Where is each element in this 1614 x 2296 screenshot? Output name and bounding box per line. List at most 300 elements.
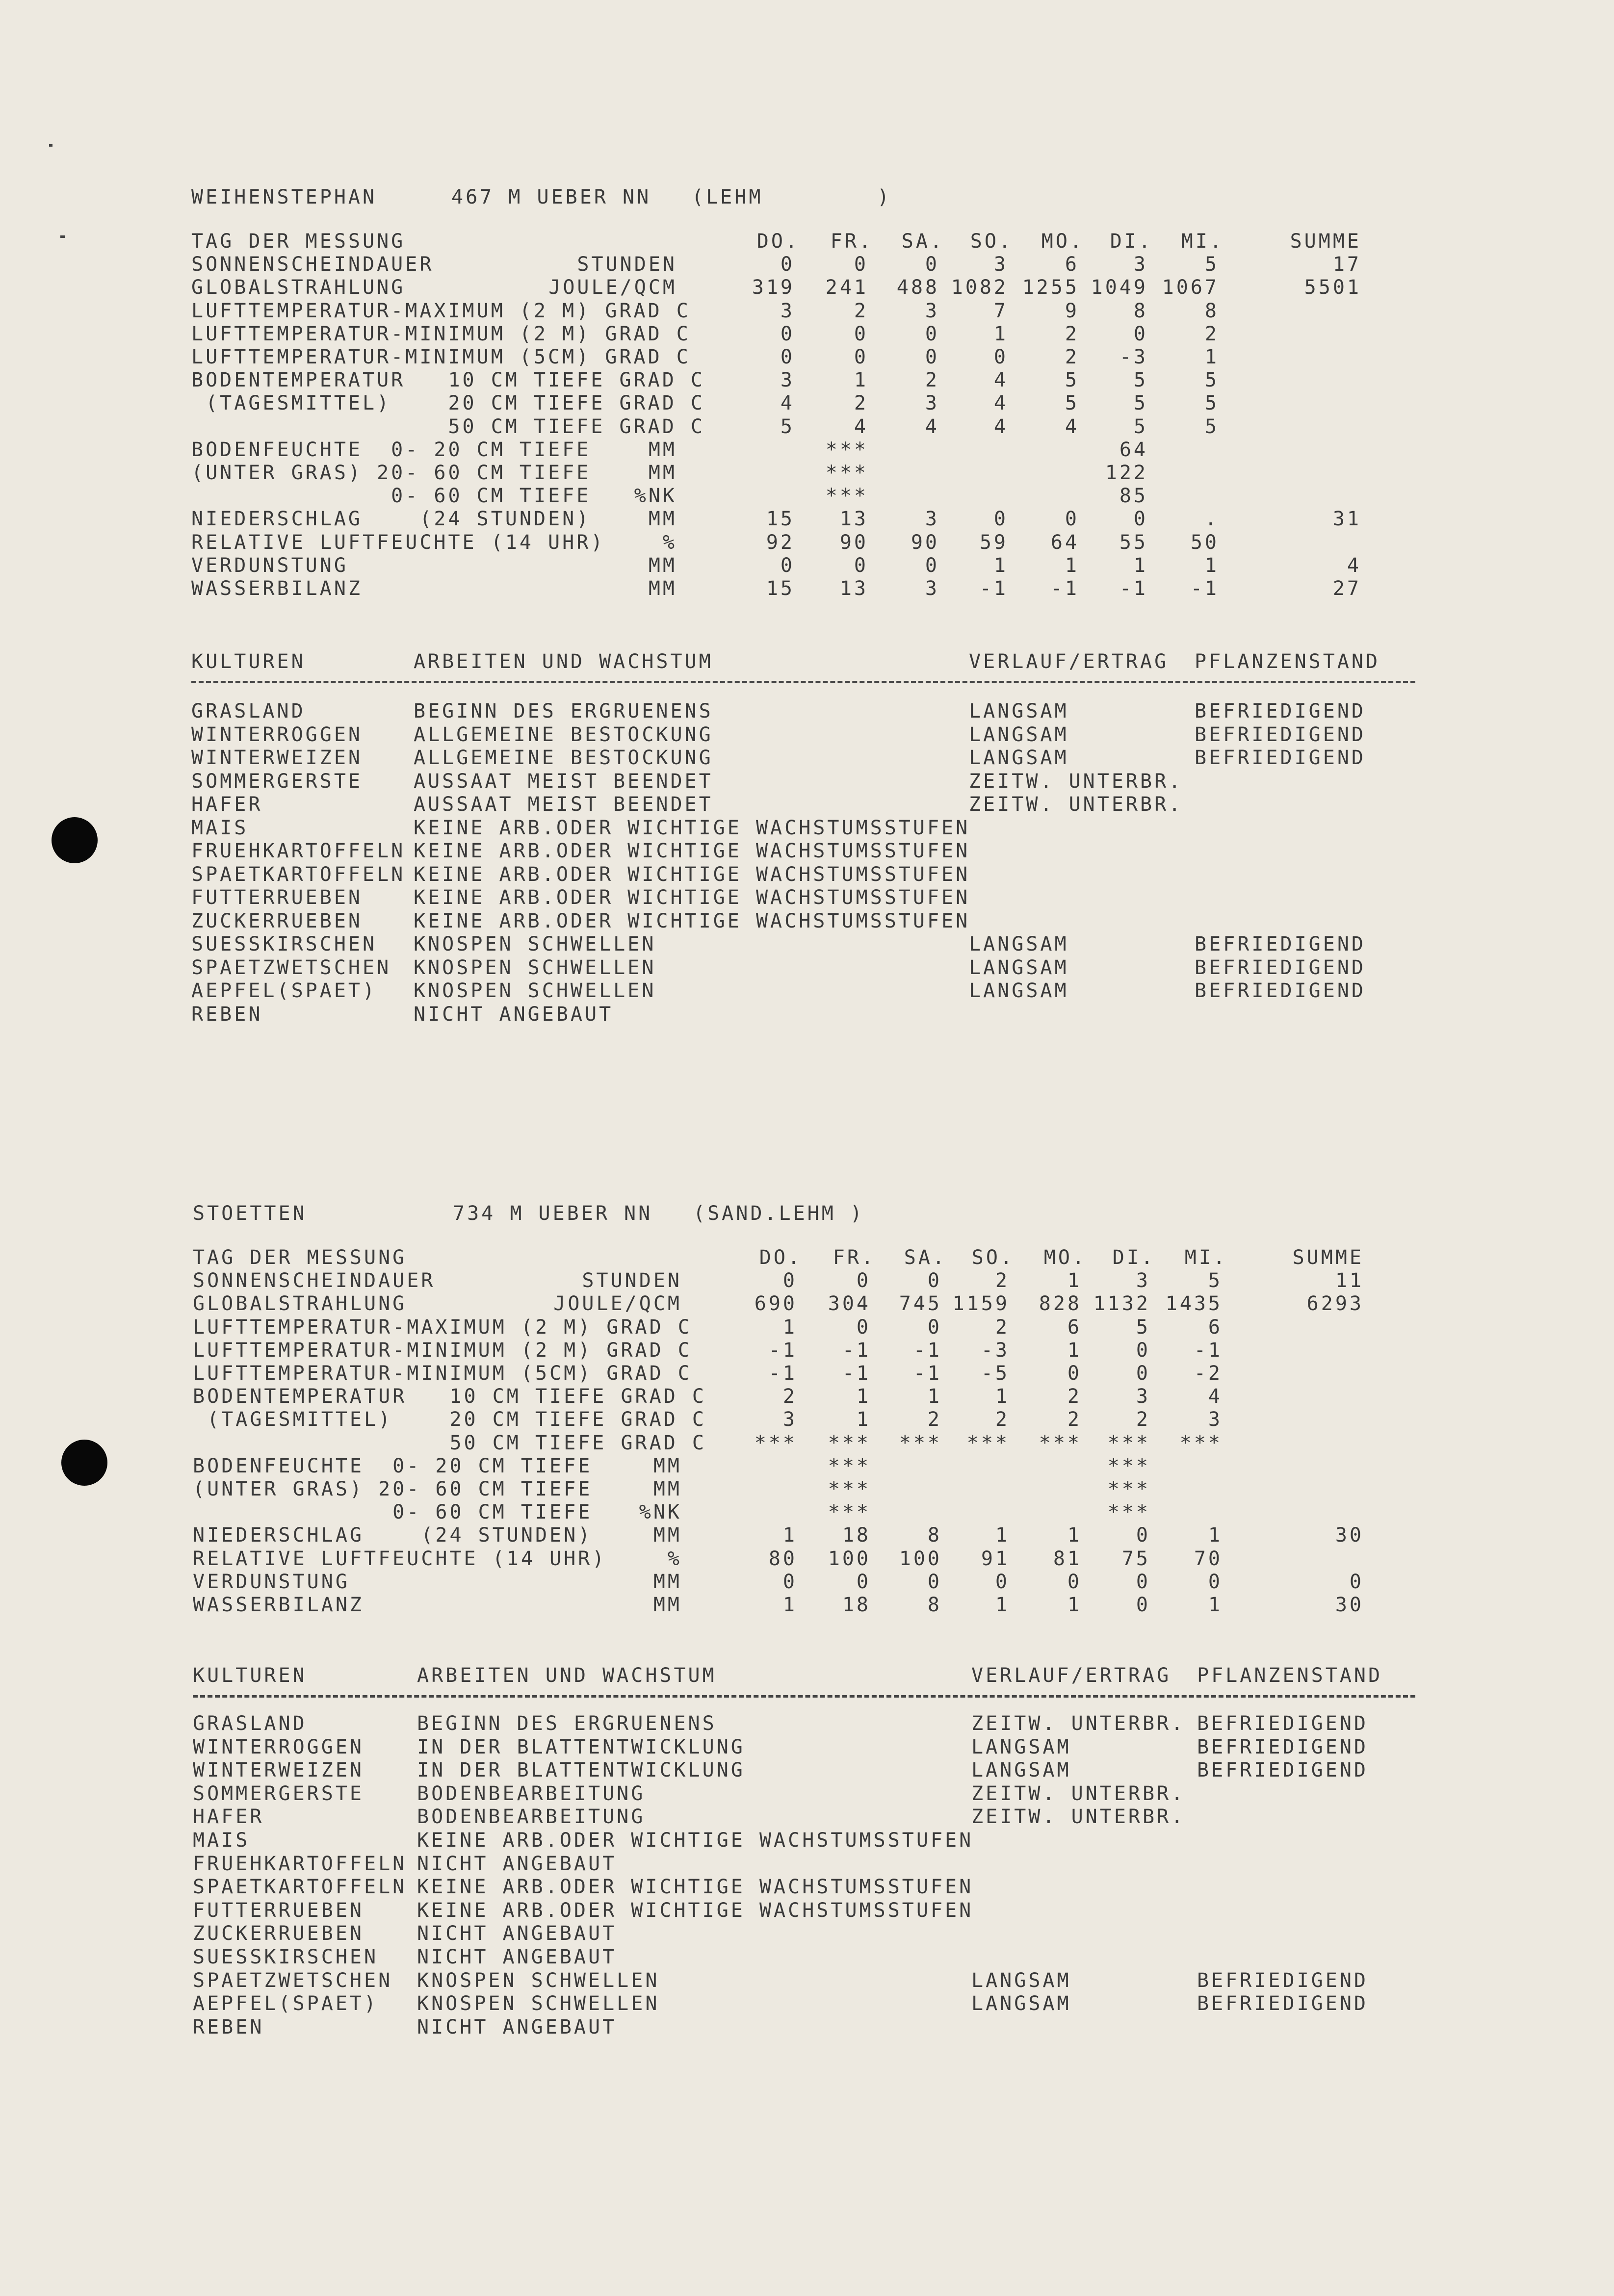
- weather-row-value: 0: [782, 1570, 797, 1593]
- weather-row-value: 13: [839, 577, 868, 600]
- crop-stand: BEFRIEDIGEND: [1197, 1992, 1368, 2015]
- weather-row-value: 4: [925, 415, 939, 438]
- crop-work: IN DER BLATTENTWICKLUNG: [417, 1735, 745, 1758]
- weather-row-value: 1082: [951, 276, 1008, 299]
- crop-work: BEGINN DES ERGRUENENS: [414, 700, 713, 722]
- dashed-separator: [191, 681, 1415, 683]
- weather-row-value: 1: [1067, 1594, 1082, 1616]
- weather-row-value: 0: [1136, 1570, 1150, 1593]
- weather-row-value: ***: [825, 438, 868, 461]
- crop-stand: BEFRIEDIGEND: [1197, 1735, 1368, 1758]
- crops-header-progress: VERLAUF/ERTRAG: [969, 650, 1169, 673]
- weather-row-value: 2: [927, 1408, 942, 1431]
- weather-row-label: LUFTTEMPERATUR-MAXIMUM (2 M) GRAD C: [191, 299, 691, 322]
- weather-row-value: 0: [925, 554, 939, 577]
- weather-row-value: 1132: [1093, 1292, 1150, 1316]
- crop-stand: BEFRIEDIGEND: [1195, 723, 1366, 746]
- weather-row-value: 8: [1204, 299, 1219, 322]
- weather-row-unit: MM: [648, 577, 677, 600]
- weather-row-sum: 4: [1347, 554, 1361, 577]
- weather-row-value: 1: [995, 1524, 1010, 1547]
- weather-row-value: 1: [993, 554, 1008, 577]
- weather-row-label: LUFTTEMPERATUR-MINIMUM (2 M) GRAD C: [191, 322, 691, 345]
- weather-row-value: 1067: [1162, 276, 1219, 299]
- weather-row-value: 1: [1067, 1339, 1082, 1362]
- weather-row-unit: MM: [648, 508, 677, 531]
- crop-work: NICHT ANGEBAUT: [417, 2015, 617, 2038]
- weather-row-value: 1: [995, 1385, 1010, 1408]
- crop-progress: LANGSAM: [969, 956, 1069, 979]
- weather-row-value: 1: [1067, 1524, 1082, 1547]
- weather-row-value: 0: [856, 1570, 871, 1593]
- weather-row-unit: MM: [653, 1570, 682, 1593]
- weather-row-value: -1: [1119, 577, 1148, 600]
- weather-row-value: 80: [768, 1547, 797, 1570]
- crop-work: KNOSPEN SCHWELLEN: [414, 980, 656, 1002]
- crop-name: FUTTERRUEBEN: [191, 886, 363, 909]
- crop-work: KEINE ARB.ODER WICHTIGE WACHSTUMSSTUFEN: [414, 886, 970, 909]
- weather-row-value: 488: [896, 276, 939, 299]
- weather-row-value: 0: [780, 554, 795, 577]
- weather-row-label: 0- 60 CM TIEFE: [191, 485, 591, 508]
- weather-row-value: 0: [1067, 1570, 1082, 1593]
- crop-stand: BEFRIEDIGEND: [1197, 1969, 1368, 1992]
- weather-row-value: 7: [993, 299, 1008, 322]
- weather-row-value: 5: [1133, 392, 1148, 415]
- weather-row-value: 3: [1133, 253, 1148, 276]
- weather-row-value: ***: [828, 1431, 871, 1454]
- weather-row-value: 0: [1136, 1594, 1150, 1616]
- crop-work: AUSSAAT MEIST BEENDET: [414, 793, 713, 816]
- crop-progress: LANGSAM: [971, 1735, 1071, 1758]
- weather-row-label: WASSERBILANZ: [193, 1594, 364, 1616]
- crop-progress: LANGSAM: [971, 1969, 1071, 1992]
- weather-row-value: 50: [1190, 531, 1219, 554]
- weather-row-value: 3: [780, 299, 795, 322]
- crop-name: SPAETKARTOFFELN: [193, 1876, 407, 1899]
- weather-row-sum: 11: [1335, 1269, 1364, 1292]
- crop-stand: BEFRIEDIGEND: [1197, 1712, 1368, 1735]
- weather-row-value: 4: [1065, 415, 1079, 438]
- weather-row-value: 241: [825, 276, 868, 299]
- weather-row-value: 4: [780, 392, 795, 415]
- weather-header-day: SA.: [901, 230, 944, 253]
- crop-work: KEINE ARB.ODER WICHTIGE WACHSTUMSSTUFEN: [414, 909, 970, 932]
- weather-row-value: 0: [993, 508, 1008, 531]
- weather-row-value: 1: [927, 1385, 942, 1408]
- weather-row-value: 0: [1136, 1524, 1150, 1547]
- weather-row-value: 5: [1204, 369, 1219, 392]
- weather-row-value: 75: [1121, 1547, 1150, 1570]
- weather-row-value: 0: [1067, 1362, 1082, 1385]
- weather-row-value: -1: [979, 577, 1008, 600]
- crop-name: WINTERROGGEN: [191, 723, 363, 746]
- crop-stand: BEFRIEDIGEND: [1195, 980, 1366, 1002]
- weather-row-value: 2: [854, 392, 868, 415]
- weather-row-value: 0: [1136, 1362, 1150, 1385]
- crop-progress: LANGSAM: [969, 723, 1069, 746]
- weather-row-sum: 27: [1332, 577, 1361, 600]
- weather-row-value: 0: [782, 1269, 797, 1292]
- weather-header-day: SA.: [904, 1246, 947, 1269]
- crops-header-culture: KULTUREN: [191, 650, 306, 673]
- weather-header-day: MI.: [1184, 1246, 1227, 1269]
- weather-header-label: TAG DER MESSUNG: [193, 1246, 407, 1269]
- weather-row-value: -1: [842, 1339, 871, 1362]
- crop-work: KEINE ARB.ODER WICHTIGE WACHSTUMSSTUFEN: [417, 1829, 974, 1852]
- crops-header-stand: PFLANZENSTAND: [1197, 1664, 1383, 1687]
- crop-name: ZUCKERRUEBEN: [191, 909, 363, 932]
- weather-header-day: FR.: [830, 230, 873, 253]
- weather-row-value: 15: [766, 577, 795, 600]
- weather-row-value: 0: [927, 1269, 942, 1292]
- weather-row-value: ***: [1107, 1454, 1150, 1477]
- weather-row-value: 2: [1067, 1385, 1082, 1408]
- weather-row-value: 4: [993, 415, 1008, 438]
- weather-row-sum: 31: [1332, 508, 1361, 531]
- weather-row-value: 5: [1208, 1269, 1223, 1292]
- weather-row-value: -1: [1194, 1339, 1223, 1362]
- weather-row-value: -5: [981, 1362, 1010, 1385]
- weather-row-value: -1: [768, 1339, 797, 1362]
- weather-row-value: 0: [1065, 508, 1079, 531]
- weather-row-unit: STUNDEN: [577, 253, 677, 276]
- crop-name: ZUCKERRUEBEN: [193, 1922, 364, 1945]
- weather-row-sum: 30: [1335, 1524, 1364, 1547]
- crop-name: WINTERWEIZEN: [191, 747, 363, 769]
- weather-row-value: 8: [1133, 299, 1148, 322]
- weather-row-value: ***: [754, 1431, 797, 1454]
- crops-header-culture: KULTUREN: [193, 1664, 307, 1687]
- weather-row-label: (TAGESMITTEL) 20 CM TIEFE GRAD C: [193, 1408, 706, 1431]
- weather-row-label: BODENFEUCHTE 0- 20 CM TIEFE: [193, 1454, 593, 1477]
- weather-row-value: 0: [993, 346, 1008, 368]
- weather-row-value: 6: [1065, 253, 1079, 276]
- weather-row-value: ***: [1107, 1501, 1150, 1524]
- crop-work: KNOSPEN SCHWELLEN: [417, 1969, 660, 1992]
- weather-row-value: -3: [981, 1339, 1010, 1362]
- crop-progress: LANGSAM: [969, 700, 1069, 722]
- weather-row-value: 0: [856, 1269, 871, 1292]
- weather-row-value: 2: [995, 1316, 1010, 1339]
- weather-header-day: DO.: [759, 1246, 802, 1269]
- weather-row-value: 0: [780, 346, 795, 368]
- weather-row-value: 2: [1136, 1408, 1150, 1431]
- crop-name: FRUEHKARTOFFELN: [191, 840, 406, 862]
- weather-row-unit: MM: [653, 1594, 682, 1616]
- weather-row-value: 1: [1065, 554, 1079, 577]
- weather-row-value: 5: [1204, 253, 1219, 276]
- crop-stand: BEFRIEDIGEND: [1195, 747, 1366, 769]
- weather-row-value: 3: [1208, 1408, 1223, 1431]
- station-elevation: 467 M UEBER NN: [451, 186, 651, 208]
- crops-header-work: ARBEITEN UND WACHSTUM: [417, 1664, 717, 1687]
- crop-name: SOMMERGERSTE: [191, 770, 363, 793]
- weather-row-unit: MM: [648, 462, 677, 484]
- crop-work: KNOSPEN SCHWELLEN: [414, 933, 656, 955]
- weather-row-label: RELATIVE LUFTFEUCHTE (14 UHR): [193, 1547, 607, 1570]
- weather-row-value: 91: [981, 1547, 1010, 1570]
- weather-row-value: 0: [1133, 322, 1148, 345]
- weather-row-label: VERDUNSTUNG: [193, 1570, 350, 1593]
- crop-work: IN DER BLATTENTWICKLUNG: [417, 1759, 745, 1782]
- weather-row-value: 2: [1067, 1408, 1082, 1431]
- crop-progress: LANGSAM: [971, 1992, 1071, 2015]
- weather-row-unit: MM: [653, 1524, 682, 1547]
- weather-row-value: 0: [854, 346, 868, 368]
- weather-row-value: 90: [839, 531, 868, 554]
- crop-name: MAIS: [193, 1829, 250, 1852]
- weather-row-label: (UNTER GRAS) 20- 60 CM TIEFE: [193, 1478, 593, 1500]
- weather-header-day: DO.: [756, 230, 800, 253]
- weather-row-value: 3: [993, 253, 1008, 276]
- weather-row-value: 55: [1119, 531, 1148, 554]
- weather-row-value: 64: [1050, 531, 1079, 554]
- weather-row-label: GLOBALSTRAHLUNG: [191, 276, 406, 299]
- weather-row-value: ***: [899, 1431, 942, 1454]
- dashed-separator: [193, 1695, 1415, 1698]
- weather-row-value: ***: [825, 485, 868, 508]
- weather-row-value: 85: [1119, 485, 1148, 508]
- weather-header-day: DI.: [1110, 230, 1153, 253]
- weather-row-value: 81: [1053, 1547, 1082, 1570]
- weather-header-sum: SUMME: [1290, 230, 1361, 253]
- weather-row-label: SONNENSCHEINDAUER: [191, 253, 434, 276]
- weather-row-value: 3: [1136, 1269, 1150, 1292]
- weather-row-value: 5: [1136, 1316, 1150, 1339]
- weather-row-value: -1: [1190, 577, 1219, 600]
- crop-progress: ZEITW. UNTERBR.: [971, 1712, 1186, 1735]
- weather-row-value: 3: [925, 392, 939, 415]
- crop-progress: ZEITW. UNTERBR.: [971, 1782, 1186, 1805]
- weather-row-value: 100: [899, 1547, 942, 1570]
- weather-row-value: 0: [854, 253, 868, 276]
- weather-row-label: BODENTEMPERATUR 10 CM TIEFE GRAD C: [193, 1385, 706, 1408]
- crop-name: REBEN: [193, 2015, 264, 2038]
- weather-row-sum: 0: [1349, 1570, 1364, 1593]
- crop-progress: LANGSAM: [969, 747, 1069, 769]
- weather-row-value: 122: [1105, 462, 1148, 484]
- crop-name: FUTTERRUEBEN: [193, 1899, 364, 1922]
- crop-progress: LANGSAM: [971, 1759, 1071, 1782]
- crop-work: ALLGEMEINE BESTOCKUNG: [414, 747, 713, 769]
- weather-row-value: 2: [782, 1385, 797, 1408]
- weather-row-value: 1: [1204, 346, 1219, 368]
- weather-row-value: 828: [1039, 1292, 1082, 1316]
- crop-name: FRUEHKARTOFFELN: [193, 1852, 407, 1875]
- weather-row-value: 1: [856, 1385, 871, 1408]
- weather-row-value: 0: [925, 346, 939, 368]
- weather-row-value: 15: [766, 508, 795, 531]
- weather-row-value: 2: [925, 369, 939, 392]
- weather-row-value: ***: [828, 1501, 871, 1524]
- weather-row-value: -1: [842, 1362, 871, 1385]
- weather-row-unit: MM: [653, 1478, 682, 1500]
- station-soil: (LEHM ): [692, 186, 892, 208]
- crop-progress: LANGSAM: [969, 933, 1069, 955]
- weather-row-value: 1435: [1165, 1292, 1223, 1316]
- weather-row-label: (TAGESMITTEL) 20 CM TIEFE GRAD C: [191, 392, 705, 415]
- weather-header-day: SO.: [970, 230, 1013, 253]
- weather-row-label: 50 CM TIEFE GRAD C: [191, 415, 705, 438]
- weather-row-value: -2: [1194, 1362, 1223, 1385]
- weather-row-sum: 5501: [1304, 276, 1361, 299]
- weather-row-value: 5: [1133, 415, 1148, 438]
- crop-progress: ZEITW. UNTERBR.: [969, 770, 1183, 793]
- weather-row-unit: JOULE/QCM: [553, 1292, 682, 1316]
- weather-row-value: 0: [1133, 508, 1148, 531]
- weather-row-value: 2: [854, 299, 868, 322]
- weather-row-label: LUFTTEMPERATUR-MINIMUM (2 M) GRAD C: [193, 1339, 692, 1362]
- weather-row-value: 18: [842, 1524, 871, 1547]
- crop-work: NICHT ANGEBAUT: [414, 1003, 614, 1026]
- crop-stand: BEFRIEDIGEND: [1195, 933, 1366, 955]
- crop-work: AUSSAAT MEIST BEENDET: [414, 770, 713, 793]
- weather-row-value: 5: [1204, 415, 1219, 438]
- crop-stand: BEFRIEDIGEND: [1197, 1759, 1368, 1782]
- weather-row-value: 0: [927, 1570, 942, 1593]
- weather-row-value: 1: [782, 1594, 797, 1616]
- weather-row-value: 3: [782, 1408, 797, 1431]
- weather-row-value: ***: [1179, 1431, 1223, 1454]
- weather-row-value: 8: [927, 1524, 942, 1547]
- scan-speck: [49, 144, 52, 147]
- crop-progress: ZEITW. UNTERBR.: [971, 1806, 1186, 1829]
- weather-row-label: 50 CM TIEFE GRAD C: [193, 1431, 706, 1454]
- weather-row-value: 5: [1204, 392, 1219, 415]
- weather-row-value: 5: [1065, 392, 1079, 415]
- scan-speck: [60, 235, 65, 238]
- crop-name: SUESSKIRSCHEN: [191, 933, 377, 955]
- weather-row-value: 319: [752, 276, 795, 299]
- crop-name: SPAETZWETSCHEN: [191, 956, 391, 979]
- weather-row-value: 1049: [1091, 276, 1148, 299]
- crop-work: KEINE ARB.ODER WICHTIGE WACHSTUMSSTUFEN: [417, 1876, 974, 1899]
- crop-name: GRASLAND: [193, 1712, 307, 1735]
- weather-row-value: 5: [780, 415, 795, 438]
- weather-row-sum: 6293: [1306, 1292, 1364, 1316]
- punch-hole: [61, 1440, 107, 1486]
- station-name: WEIHENSTEPHAN: [191, 186, 377, 208]
- crop-work: KEINE ARB.ODER WICHTIGE WACHSTUMSSTUFEN: [414, 863, 970, 886]
- weather-row-value: -1: [768, 1362, 797, 1385]
- weather-row-value: 304: [828, 1292, 871, 1316]
- crop-work: NICHT ANGEBAUT: [417, 1922, 617, 1945]
- weather-row-value: -1: [1050, 577, 1079, 600]
- crop-work: ALLGEMEINE BESTOCKUNG: [414, 723, 713, 746]
- crop-work: KEINE ARB.ODER WICHTIGE WACHSTUMSSTUFEN: [414, 816, 970, 839]
- weather-row-label: RELATIVE LUFTFEUCHTE (14 UHR): [191, 531, 605, 554]
- weather-row-value: 1: [782, 1524, 797, 1547]
- crop-work: NICHT ANGEBAUT: [417, 1946, 617, 1968]
- weather-row-value: 1: [1204, 554, 1219, 577]
- crop-name: AEPFEL(SPAET): [191, 980, 377, 1002]
- crop-name: SUESSKIRSCHEN: [193, 1946, 379, 1968]
- weather-row-value: 690: [754, 1292, 797, 1316]
- weather-row-sum: 30: [1335, 1594, 1364, 1616]
- crops-header-stand: PFLANZENSTAND: [1195, 650, 1380, 673]
- weather-header-day: SO.: [971, 1246, 1015, 1269]
- weather-header-sum: SUMME: [1292, 1246, 1364, 1269]
- weather-row-value: 8: [927, 1594, 942, 1616]
- weather-row-value: 4: [993, 369, 1008, 392]
- weather-row-unit: MM: [653, 1454, 682, 1477]
- weather-row-label: SONNENSCHEINDAUER: [193, 1269, 436, 1292]
- weather-row-value: 3: [925, 508, 939, 531]
- weather-row-value: ***: [825, 462, 868, 484]
- weather-row-value: 4: [854, 415, 868, 438]
- crop-work: BODENBEARBEITUNG: [417, 1806, 646, 1829]
- weather-row-value: 1: [1133, 554, 1148, 577]
- weather-header-day: MO.: [1041, 230, 1084, 253]
- crop-progress: LANGSAM: [969, 980, 1069, 1002]
- crops-header-work: ARBEITEN UND WACHSTUM: [414, 650, 713, 673]
- crop-name: SPAETKARTOFFELN: [191, 863, 406, 886]
- weather-row-label: BODENTEMPERATUR 10 CM TIEFE GRAD C: [191, 369, 705, 392]
- weather-row-value: 0: [780, 253, 795, 276]
- station-soil: (SAND.LEHM ): [693, 1202, 864, 1225]
- weather-row-value: 5: [1133, 369, 1148, 392]
- weather-row-value: 0: [995, 1570, 1010, 1593]
- weather-row-label: LUFTTEMPERATUR-MAXIMUM (2 M) GRAD C: [193, 1316, 692, 1339]
- weather-row-value: 3: [925, 577, 939, 600]
- crop-work: KNOSPEN SCHWELLEN: [417, 1992, 660, 2015]
- crop-name: SPAETZWETSCHEN: [193, 1969, 393, 1992]
- crop-name: AEPFEL(SPAET): [193, 1992, 379, 2015]
- weather-row-value: 2: [1204, 322, 1219, 345]
- crop-work: KEINE ARB.ODER WICHTIGE WACHSTUMSSTUFEN: [414, 840, 970, 862]
- weather-row-label: WASSERBILANZ: [191, 577, 363, 600]
- weather-row-label: GLOBALSTRAHLUNG: [193, 1292, 407, 1316]
- weather-row-label: LUFTTEMPERATUR-MINIMUM (5CM) GRAD C: [191, 346, 691, 368]
- weather-row-value: 1: [782, 1316, 797, 1339]
- weather-row-value: 0: [856, 1316, 871, 1339]
- weather-row-value: 1: [1067, 1269, 1082, 1292]
- crop-progress: ZEITW. UNTERBR.: [969, 793, 1183, 816]
- weather-row-value: -3: [1119, 346, 1148, 368]
- weather-row-value: 2: [1065, 346, 1079, 368]
- weather-row-unit: MM: [648, 438, 677, 461]
- crop-name: HAFER: [193, 1806, 264, 1829]
- weather-row-value: 59: [979, 531, 1008, 554]
- weather-row-value: ***: [1039, 1431, 1082, 1454]
- crops-header-progress: VERLAUF/ERTRAG: [971, 1664, 1171, 1687]
- station-elevation: 734 M UEBER NN: [453, 1202, 653, 1225]
- weather-row-value: 64: [1119, 438, 1148, 461]
- weather-row-label: NIEDERSCHLAG (24 STUNDEN): [191, 508, 591, 531]
- crop-name: HAFER: [191, 793, 263, 816]
- weather-row-value: 1: [1208, 1524, 1223, 1547]
- crop-name: WINTERWEIZEN: [193, 1759, 364, 1782]
- weather-row-unit: %: [662, 531, 677, 554]
- weather-row-value: 1: [854, 369, 868, 392]
- crop-name: GRASLAND: [191, 700, 306, 722]
- crop-stand: BEFRIEDIGEND: [1195, 700, 1366, 722]
- crop-name: REBEN: [191, 1003, 263, 1026]
- weather-row-value: ***: [828, 1478, 871, 1500]
- weather-row-value: .: [1204, 508, 1219, 531]
- weather-row-label: NIEDERSCHLAG (24 STUNDEN): [193, 1524, 593, 1547]
- weather-row-value: 3: [925, 299, 939, 322]
- weather-row-value: 18: [842, 1594, 871, 1616]
- weather-row-sum: 17: [1332, 253, 1361, 276]
- weather-header-day: MI.: [1181, 230, 1224, 253]
- weather-row-value: 2: [995, 1408, 1010, 1431]
- weather-header-day: FR.: [833, 1246, 876, 1269]
- weather-row-label: LUFTTEMPERATUR-MINIMUM (5CM) GRAD C: [193, 1362, 692, 1385]
- weather-row-value: 2: [1065, 322, 1079, 345]
- weather-row-value: ***: [828, 1454, 871, 1477]
